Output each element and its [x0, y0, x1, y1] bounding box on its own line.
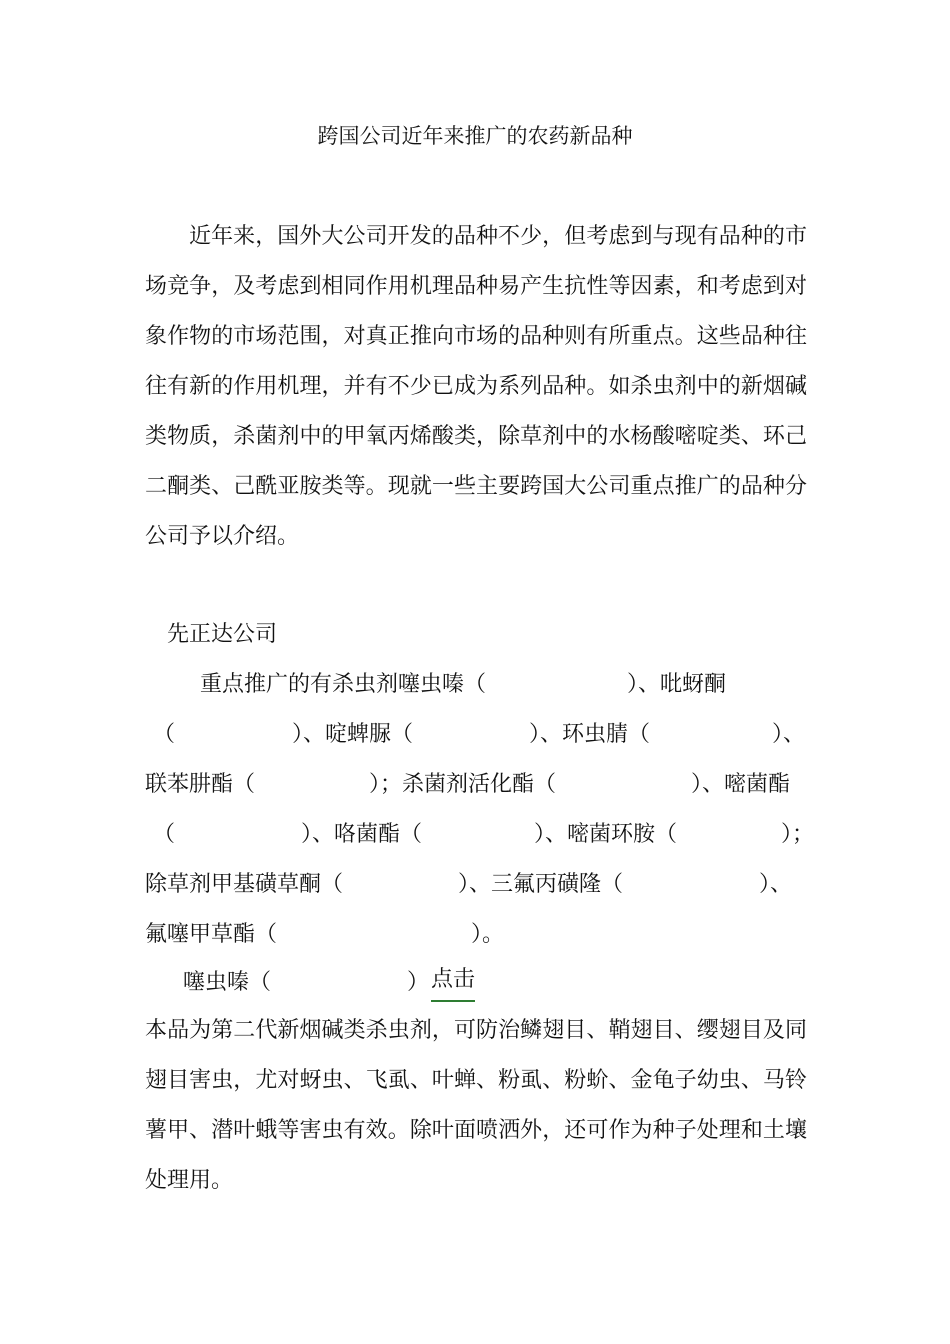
list-text: 联苯肼酯（	[145, 772, 256, 797]
list-text: ）、咯菌酯（	[301, 822, 423, 847]
list-text: 除草剂甲基磺草酮（	[145, 872, 344, 897]
list-text: ）、嘧菌酯	[691, 772, 791, 797]
intro-paragraph: 近年来，国外大公司开发的品种不少，但考虑到与现有品种的市场竞争，及考虑到相同作用机理品种易产生抗性等因素，和考虑到对象作物的市场范围，对真正推向市场的品种则有所重点。这些品种往往有新的作用机理，并有不少已成为系列品种。如杀虫剂中的新烟碱类物质，杀菌剂中的甲氧丙烯酸类，除草剂中的水杨酸嘧啶类、环己二酮类、己酰亚胺类等。现就一些主要跨国大公司重点推广的品种分公司予以介绍。	[145, 224, 807, 549]
product-list-line-6	[145, 910, 807, 960]
list-text: ）、啶蜱脲（	[292, 722, 414, 747]
list-text: ）。	[471, 922, 505, 947]
product-name: 噻虫嗪（	[183, 970, 272, 995]
list-text: ）、三氟丙磺隆（	[458, 872, 624, 897]
list-text: ）、吡蚜酮	[627, 672, 727, 697]
product-description: 本品为第二代新烟碱类杀虫剂，可防治鳞翅目、鞘翅目、缨翅目及同翅目害虫，尤对蚜虫、飞虱、叶蝉、粉虱、粉蚧、金龟子幼虫、马铃薯甲、潜叶蛾等害虫有效。除叶面喷洒外，还可作为种子处理和土壤处理用。	[145, 1018, 807, 1193]
list-text: ）、	[759, 872, 793, 897]
document-title: 跨国公司近年来推广的农药新品种	[317, 124, 633, 148]
list-text: （	[153, 822, 176, 847]
company-heading: 先正达公司	[167, 622, 278, 647]
product-list-line-3	[145, 760, 807, 810]
product-list-line-1	[145, 660, 807, 710]
list-text: 氟噻甲草酯（	[145, 922, 278, 947]
list-text: ）；杀菌剂活化酯（	[369, 772, 557, 797]
product-list-line-5	[145, 860, 807, 910]
list-text: ）、	[772, 722, 806, 747]
product-heading-line	[145, 958, 807, 1008]
list-text: （	[153, 722, 176, 747]
list-text: ）；	[781, 822, 815, 847]
list-text: 重点推广的有杀虫剂噻虫嗪（	[200, 672, 487, 697]
product-name-close: ）	[407, 970, 430, 995]
click-link[interactable]: 点击	[431, 960, 475, 1002]
list-text: ）、嘧菌环胺（	[534, 822, 678, 847]
product-list-line-4	[145, 810, 815, 860]
list-text: ）、环虫腈（	[529, 722, 651, 747]
product-list-line-2	[145, 710, 807, 760]
